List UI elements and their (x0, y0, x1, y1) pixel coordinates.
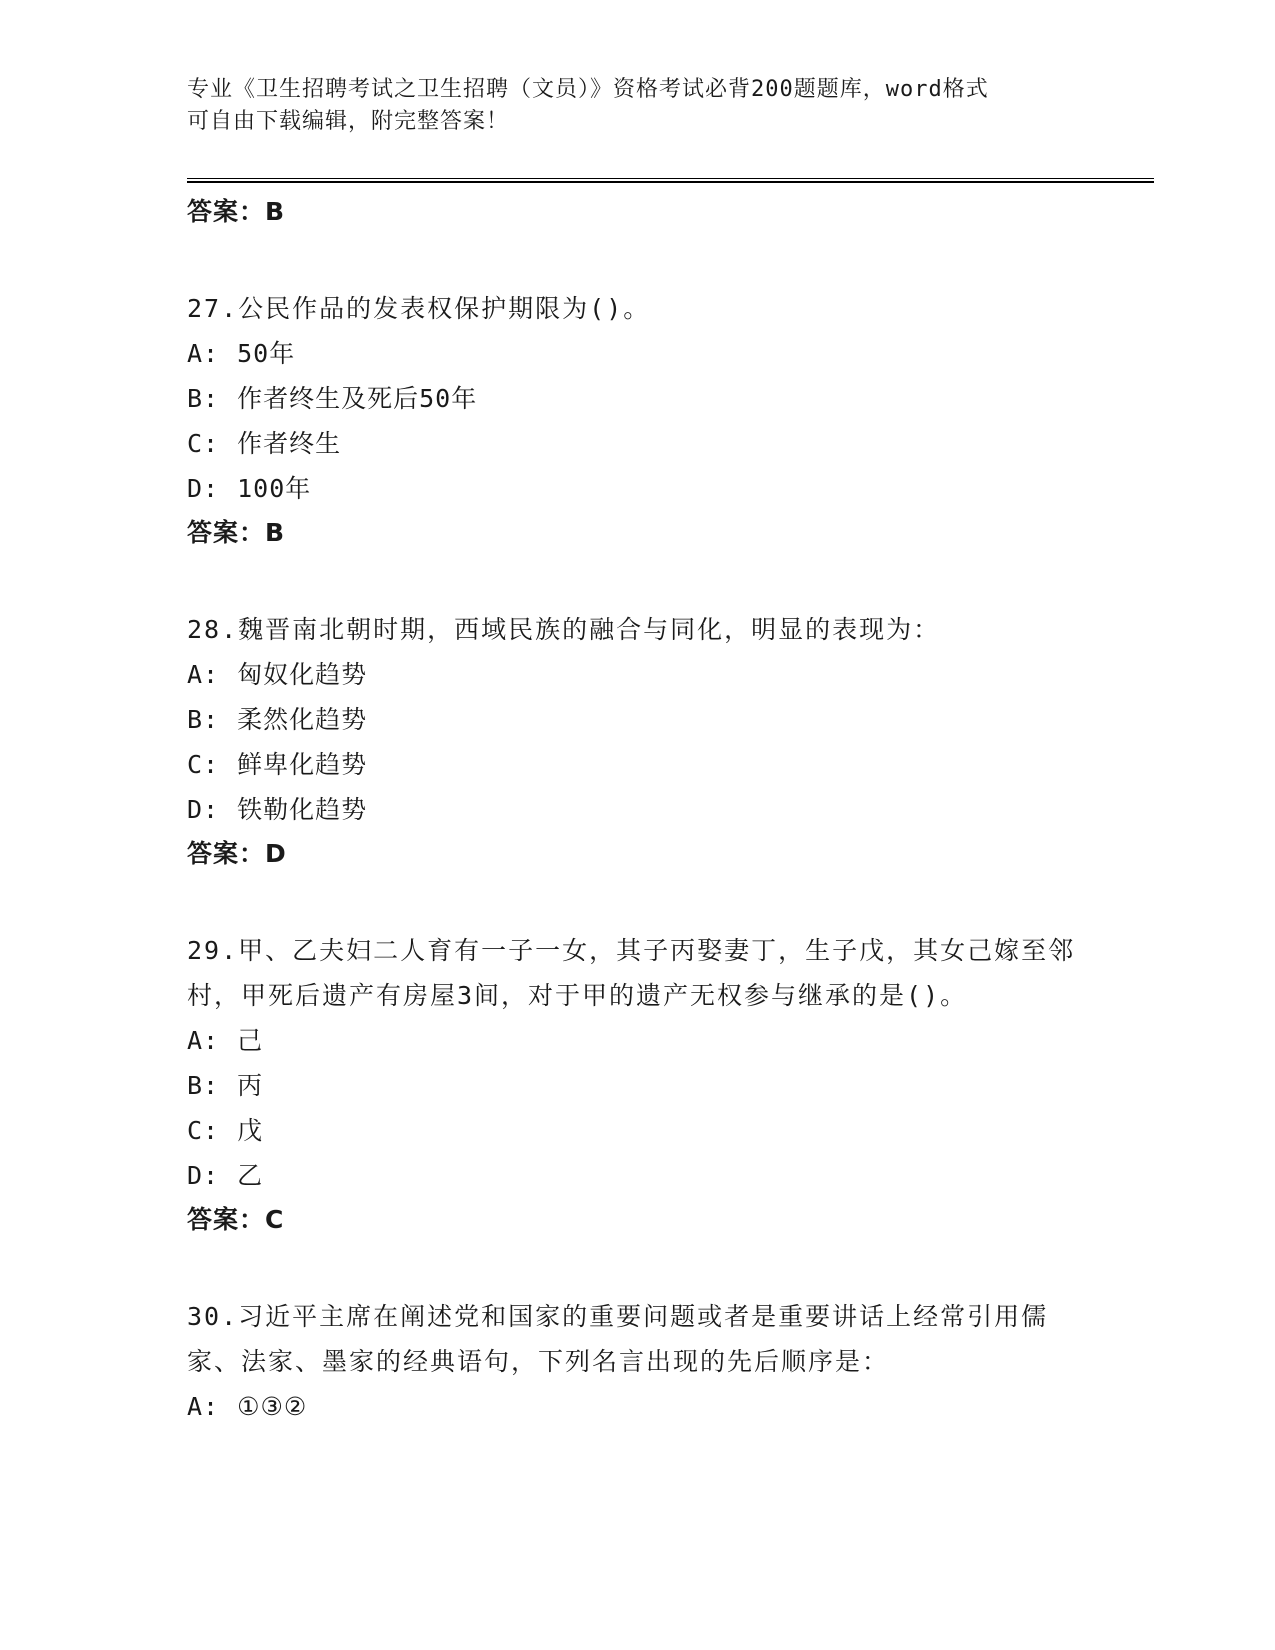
header-line-2: 可自由下载编辑，附完整答案！ (187, 109, 510, 134)
option-c: C: 作者终生 (187, 429, 342, 458)
option-c: C: 鲜卑化趋势 (187, 750, 368, 779)
question-27 (187, 286, 1077, 555)
header-line-1: 专业《卫生招聘考试之卫生招聘（文员）》资格考试必背200题题库，word格式 (187, 77, 989, 102)
question-list (187, 190, 1077, 1429)
option-d: D: 100年 (187, 474, 312, 503)
question-text: 30.习近平主席在阐述党和国家的重要问题或者是重要讲话上经常引用儒家、法家、墨家的经典语句，下列名言出现的先后顺序是： (187, 1302, 1049, 1376)
header-divider (187, 178, 1154, 183)
option-b: B: 作者终生及死后50年 (187, 384, 478, 413)
question-text: 29.甲、乙夫妇二人育有一子一女，其子丙娶妻丁，生子戊，其女己嫁至邻村，甲死后遗产有房屋3间，对于甲的遗产无权参与继承的是()。 (187, 936, 1076, 1010)
option-d: D: 乙 (187, 1161, 264, 1190)
answer-line: 答案：B (187, 518, 286, 547)
question-30 (187, 1294, 1077, 1429)
answer-line: 答案：C (187, 1205, 285, 1234)
option-b: B: 柔然化趋势 (187, 705, 368, 734)
question-28 (187, 607, 1077, 876)
answer-line: 答案：D (187, 839, 287, 868)
option-a: A: 匈奴化趋势 (187, 660, 368, 689)
option-b: B: 丙 (187, 1071, 264, 1100)
option-a: A: 50年 (187, 339, 296, 368)
answer-line: 答案：B (187, 197, 286, 226)
question-text: 28.魏晋南北朝时期，西域民族的融合与同化，明显的表现为： (187, 615, 941, 644)
page-header (187, 74, 1067, 138)
question-29 (187, 928, 1077, 1242)
question-text: 27.公民作品的发表权保护期限为()。 (187, 294, 651, 323)
option-a: A: ①③② (187, 1392, 308, 1421)
option-c: C: 戊 (187, 1116, 264, 1145)
option-a: A: 己 (187, 1026, 264, 1055)
option-d: D: 铁勒化趋势 (187, 795, 368, 824)
